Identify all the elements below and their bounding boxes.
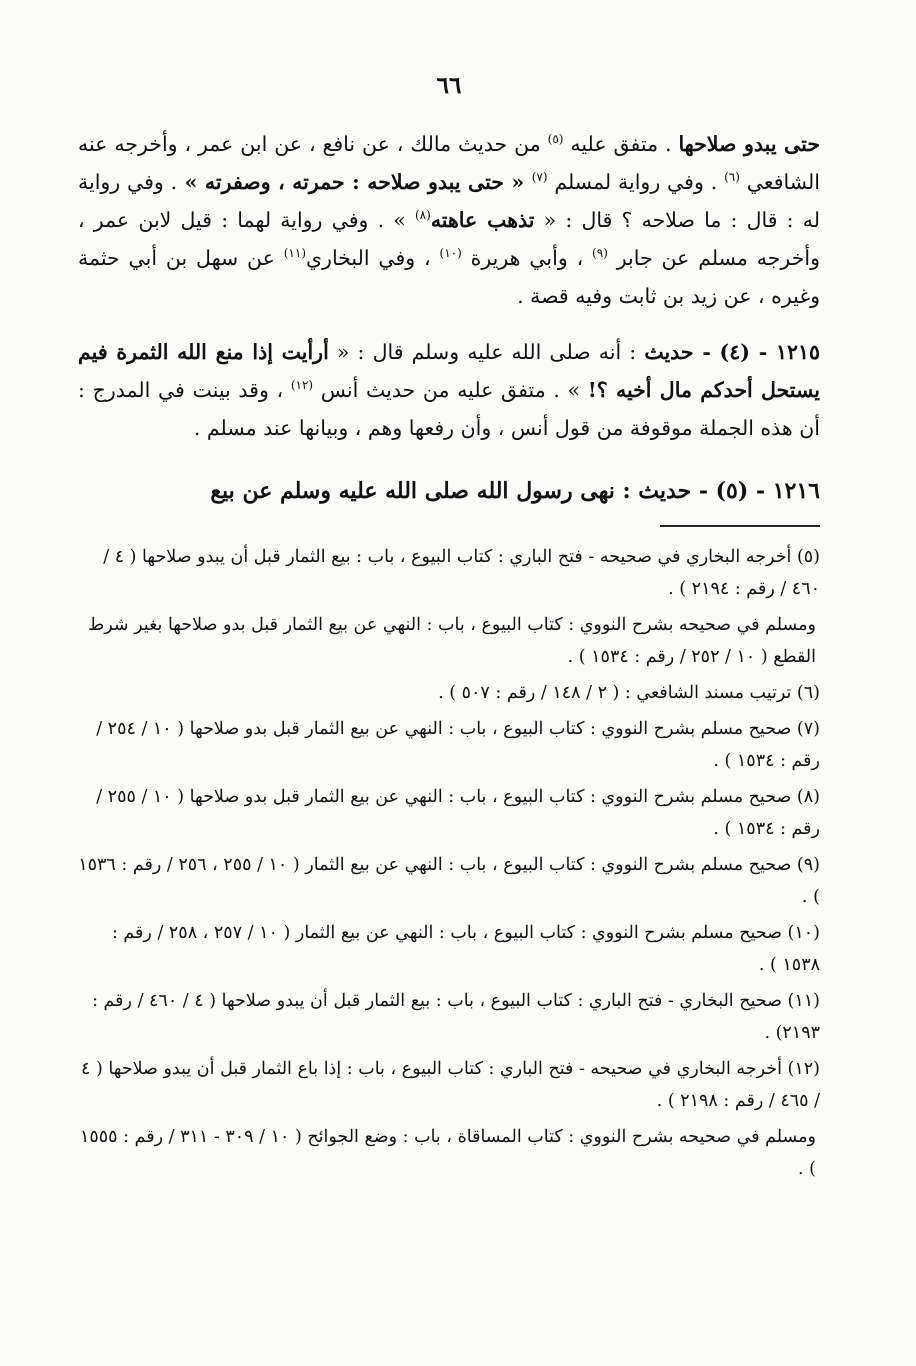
footnote-6: (٦) ترتيب مسند الشافعي : ( ٢ / ١٤٨ / رقم : ٥٠٧ ) . bbox=[438, 683, 820, 703]
footnote-ref-6: (٦) bbox=[724, 170, 740, 185]
footnote-8: (٨) صحيح مسلم بشرح النووي : كتاب البيوع ، باب : النهي عن بيع الثمار قبل بدو صلاحها ( ١٠ / ٢٥٥ / رقم : ١٥٣٤ ) . bbox=[96, 787, 820, 839]
text-span: » . وفي رواية لهما : قيل لابن عمر ، وأخرجه مسلم عن جابر bbox=[78, 208, 820, 270]
footnote-ref-8: (٨) bbox=[414, 208, 431, 223]
footnote-5: (٥) أخرجه البخاري في صحيحه - فتح الباري : كتاب البيوع ، باب : بيع الثمار قبل أن يبدو صلاحها ( ٤ / ٤٦٠ / رقم : ٢١٩٤ ) . bbox=[103, 547, 820, 599]
text-span: . وفي رواية له : قال : ما صلاحه ؟ قال : « bbox=[78, 170, 820, 232]
footnote-ref-7: (٧) bbox=[531, 170, 548, 185]
footnote-11: (١١) صحيح البخاري - فتح الباري : كتاب البيوع ، باب : بيع الثمار قبل أن يبدو صلاحها ( ٤ / ٤٦٠ / رقم : ٢١٩٣) . bbox=[92, 991, 820, 1043]
text-span: ، وقد بينت في المدرج : أن هذه الجملة موقوفة من قول أنس ، وأن رفعها وهم ، وبيانها عند مسلم . bbox=[78, 378, 820, 440]
footnote-10: (١٠) صحيح مسلم بشرح النووي : كتاب البيوع ، باب : النهي عن بيع الثمار ( ١٠ / ٢٥٧ ، ٢٥٨ / رقم : ١٥٣٨ ) . bbox=[111, 923, 820, 975]
hadith-number-1215: ١٢١٥ - (٤) - حديث bbox=[644, 340, 821, 364]
footnote-9: (٩) صحيح مسلم بشرح النووي : كتاب البيوع ، باب : النهي عن بيع الثمار ( ١٠ / ٢٥٥ ، ٢٥٦ / رقم : ١٥٣٦ ) . bbox=[78, 855, 820, 907]
footnote-12: (١٢) أخرجه البخاري في صحيحه - فتح الباري : كتاب البيوع ، باب : إذا باع الثمار قبل أن يبدو صلاحها ( ٤ / ٤٦٥ / رقم : ٢١٩٨ ) . bbox=[81, 1059, 820, 1111]
footnote-ref-11: (١١) bbox=[283, 246, 306, 261]
footnote-ref-5: (٥) bbox=[547, 132, 564, 147]
footnote-5-continuation: ومسلم في صحيحه بشرح النووي : كتاب البيوع ، باب : النهي عن بيع الثمار قبل بدو صلاحها بغير شرط القطع ( ١٠ / ٢٥٢ / رقم : ١٥٣٤ ) . bbox=[88, 615, 816, 667]
footnote-divider bbox=[660, 525, 820, 527]
bold-text: تذهب عاهته bbox=[430, 208, 535, 232]
text-span: عن سهل بن أبي حثمة وغيره ، عن زيد بن ثابت وفيه قصة . bbox=[78, 246, 820, 308]
footnote-12-continuation: ومسلم في صحيحه بشرح النووي : كتاب المساقاة ، باب : وضع الجوائح ( ١٠ / ٣٠٩ - ٣١١ / رقم : ١٥٥٥ ) . bbox=[79, 1127, 816, 1179]
text-span: . متفق عليه bbox=[563, 132, 679, 156]
footnote-7: (٧) صحيح مسلم بشرح النووي : كتاب البيوع ، باب : النهي عن بيع الثمار قبل بدو صلاحها ( ١٠ / ٢٥٤ / رقم : ١٥٣٤ ) . bbox=[96, 719, 820, 771]
text-span: من حديث مالك ، عن نافع ، عن ابن عمر ، وأخرجه عنه الشافعي bbox=[78, 132, 820, 194]
footnotes bbox=[78, 541, 820, 1185]
bold-text: « حتى يبدو صلاحه : حمرته ، وصفرته » bbox=[177, 170, 532, 194]
text-span: : أنه صلى الله عليه وسلم قال : « bbox=[328, 340, 645, 364]
paragraph-1214-continuation bbox=[78, 125, 820, 315]
hadith-heading-1216: ١٢١٦ - (٥) - حديث : نهى رسول الله صلى الله عليه وسلم عن بيع bbox=[210, 478, 820, 504]
text-span: ، وفي البخاري bbox=[306, 246, 440, 270]
footnote-ref-9: (٩) bbox=[592, 246, 608, 261]
text-span: » . متفق عليه من حديث أنس bbox=[313, 378, 588, 402]
footnote-ref-10: (١٠) bbox=[439, 246, 462, 261]
bold-text: أرأيت إذا منع الله الثمرة فيم يستحل أحدكم مال أخيه ؟! bbox=[78, 340, 820, 402]
paragraph-1215 bbox=[78, 333, 820, 447]
page-number: ٦٦ bbox=[436, 72, 462, 99]
bold-text: حتى يبدو صلاحها bbox=[678, 132, 820, 156]
footnote-ref-12: (١٢) bbox=[290, 378, 314, 393]
text-span: . وفي رواية لمسلم bbox=[547, 170, 725, 194]
text-span: ، وأبي هريرة bbox=[461, 246, 593, 270]
